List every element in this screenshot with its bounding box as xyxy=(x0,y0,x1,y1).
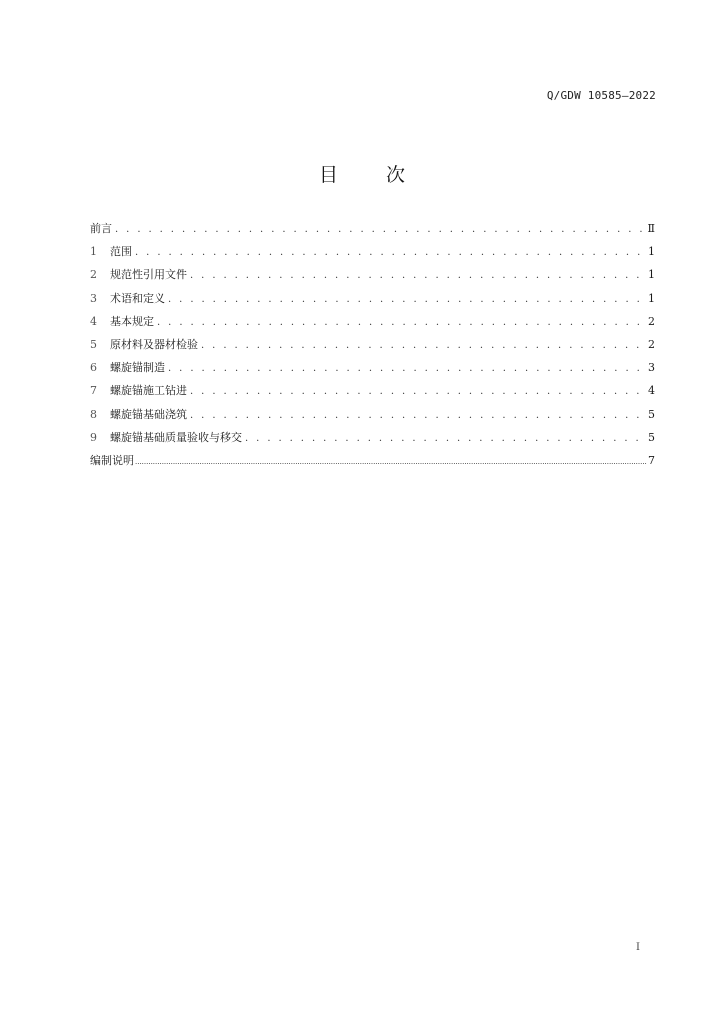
toc-entry-8[interactable] xyxy=(90,408,655,431)
toc-entry-label: 术语和定义 xyxy=(110,291,165,305)
toc-entry-page: Ⅱ xyxy=(647,222,655,235)
toc-leader-dots xyxy=(154,316,647,330)
toc-leader-dots xyxy=(165,293,647,307)
toc-entry-9[interactable] xyxy=(90,431,655,454)
toc-entry-1[interactable] xyxy=(90,245,655,268)
toc-entry-page: 1 xyxy=(648,291,655,305)
toc-entry-4[interactable] xyxy=(90,315,655,338)
toc-entry-label: 规范性引用文件 xyxy=(110,268,187,282)
toc-entry-number: 3 xyxy=(90,291,97,305)
toc-entry-2[interactable] xyxy=(90,268,655,291)
toc-entry-label: 螺旋锚基础质量验收与移交 xyxy=(110,430,242,444)
toc-entry-label: 螺旋锚基础浇筑 xyxy=(110,407,187,421)
toc-leader-dots xyxy=(112,223,647,237)
toc-entry-6[interactable] xyxy=(90,361,655,384)
table-of-contents xyxy=(90,222,655,477)
toc-entry-foreword[interactable] xyxy=(90,222,655,245)
toc-entry-number: 4 xyxy=(90,314,97,328)
toc-entry-page: 1 xyxy=(648,245,655,259)
toc-leader-dots xyxy=(134,455,647,469)
toc-leader-dots xyxy=(198,339,647,353)
toc-entry-page: 2 xyxy=(648,337,655,351)
toc-title-char-1: 目 xyxy=(318,164,338,186)
toc-entry-number: 1 xyxy=(90,245,97,259)
toc-leader-dots xyxy=(165,362,647,376)
toc-entry-number: 7 xyxy=(90,384,97,398)
toc-entry-7[interactable] xyxy=(90,384,655,407)
toc-entry-page: 2 xyxy=(648,314,655,328)
toc-entry-number: 8 xyxy=(90,407,97,421)
toc-leader-dots xyxy=(242,432,647,446)
toc-entry-page: 5 xyxy=(648,430,655,444)
toc-entry-label: 原材料及器材检验 xyxy=(110,337,198,351)
toc-entry-page: 4 xyxy=(648,384,655,398)
toc-entry-explanation[interactable] xyxy=(90,454,655,477)
toc-entry-label: 范围 xyxy=(110,245,132,259)
toc-title-char-2: 次 xyxy=(386,164,406,186)
toc-entry-page: 7 xyxy=(648,453,655,467)
toc-entry-page: 3 xyxy=(648,361,655,375)
toc-entry-number: 2 xyxy=(90,268,97,282)
toc-entry-label: 螺旋锚施工钻进 xyxy=(110,384,187,398)
toc-entry-3[interactable] xyxy=(90,292,655,315)
toc-entry-page: 5 xyxy=(648,407,655,421)
toc-entry-label: 编制说明 xyxy=(90,453,134,467)
toc-leader-dots xyxy=(187,409,647,423)
toc-entry-number: 5 xyxy=(90,337,97,351)
page-number: I xyxy=(636,942,640,953)
doc-code: Q/GDW 10585—2022 xyxy=(546,89,656,102)
toc-entry-number: 9 xyxy=(90,430,97,444)
toc-leader-dots xyxy=(187,385,647,399)
toc-entry-label: 螺旋锚制造 xyxy=(110,361,165,375)
toc-entry-label: 基本规定 xyxy=(110,314,154,328)
toc-entry-number: 6 xyxy=(90,361,97,375)
toc-leader-dots xyxy=(132,246,647,260)
toc-entry-label: 前言 xyxy=(90,222,112,235)
toc-entry-page: 1 xyxy=(648,268,655,282)
toc-leader-dots xyxy=(187,269,647,283)
toc-entry-5[interactable] xyxy=(90,338,655,361)
toc-title xyxy=(0,160,724,187)
